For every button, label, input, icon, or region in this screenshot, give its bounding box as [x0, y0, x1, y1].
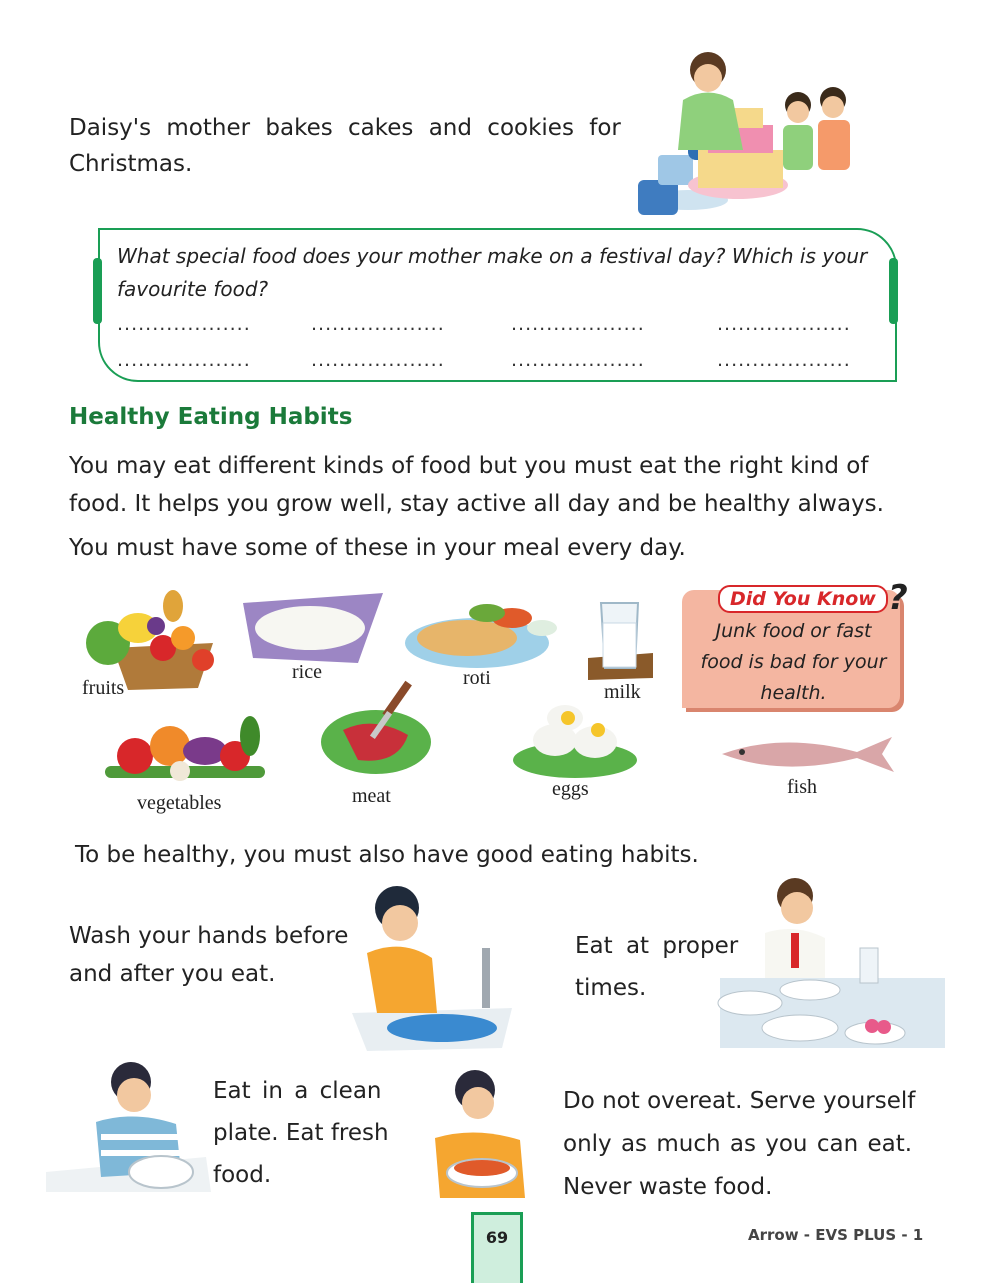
answer-dots-5[interactable]: ................... [117, 349, 251, 371]
answer-dots-7[interactable]: ................... [511, 349, 645, 371]
meat-image [318, 680, 438, 780]
meat-label: meat [352, 785, 391, 807]
roti-label: roti [463, 667, 491, 689]
boy-eating-at-table-illustration [700, 878, 945, 1056]
para2: You must have some of these in your meal every day. [69, 535, 686, 561]
intro-text [69, 110, 621, 182]
para1-line-2: food. It helps you grow well, stay active all day and be healthy always. [69, 491, 884, 517]
question-box-left-bar [93, 258, 102, 324]
fish-image [712, 732, 897, 777]
roti-image [402, 583, 562, 673]
intro-line-2: Christmas. [69, 151, 193, 177]
clean-line-2: plate. Eat fresh [213, 1120, 389, 1146]
eggs-label: eggs [552, 778, 589, 800]
vegetables-label: vegetables [137, 792, 222, 814]
vegetables-image [95, 706, 275, 796]
section-heading: Healthy Eating Habits [69, 404, 353, 430]
question-box-right-bar [889, 258, 898, 324]
answer-dots-2[interactable]: ................... [311, 313, 445, 335]
rice-label: rice [292, 661, 322, 683]
mother-baking-illustration [628, 40, 868, 220]
boy-with-clean-plate-illustration [46, 1062, 211, 1192]
answer-dots-1[interactable]: ................... [117, 313, 251, 335]
section-paragraph [69, 447, 884, 523]
question-line-1: What special food does your mother make on a festival day? Which is your [117, 244, 868, 268]
fruits-label: fruits [82, 677, 125, 699]
intro-line-1: Daisy's mother bakes cakes and cookies for [69, 115, 621, 141]
did-you-know-title: Did You Know [718, 585, 888, 613]
clean-line-3: food. [213, 1162, 272, 1188]
habits-intro: To be healthy, you must also have good eating habits. [75, 842, 699, 868]
fish-label: fish [787, 776, 817, 798]
habit-wash-text [69, 917, 348, 993]
page-number-tab [471, 1212, 523, 1283]
book-title: Arrow - EVS PLUS - 1 [748, 1226, 924, 1244]
answer-dots-8[interactable]: ................... [717, 349, 851, 371]
boy-eating-soup-illustration [410, 1068, 550, 1208]
habit-overeat-text [563, 1080, 915, 1209]
dyk-line-3: health. [760, 682, 827, 704]
habit-clean-text [213, 1070, 389, 1196]
rice-image [238, 593, 388, 668]
question-line-2: favourite food? [117, 277, 269, 301]
para1-line-1: You may eat different kinds of food but you must eat the right kind of [69, 453, 869, 479]
wash-line-2: and after you eat. [69, 961, 276, 987]
page-number: 69 [485, 1228, 509, 1247]
did-you-know-text [686, 616, 901, 709]
milk-label: milk [604, 681, 641, 703]
question-text [117, 240, 867, 306]
times-line-2: times. [575, 975, 647, 1001]
dyk-line-1: Junk food or fast [715, 620, 872, 642]
answer-dots-4[interactable]: ................... [717, 313, 851, 335]
clean-line-1: Eat in a clean [213, 1078, 382, 1104]
overeat-line-1: Do not overeat. Serve yourself [563, 1088, 916, 1114]
boy-washing-hands-illustration [322, 883, 517, 1053]
answer-dots-6[interactable]: ................... [311, 349, 445, 371]
milk-image [583, 598, 658, 683]
dyk-line-2: food is bad for your [700, 651, 887, 673]
overeat-line-3: Never waste food. [563, 1174, 773, 1200]
question-mark-icon: ? [888, 578, 908, 618]
wash-line-1: Wash your hands before [69, 923, 349, 949]
times-line-1: Eat at proper [575, 933, 739, 959]
overeat-line-2: only as much as you can eat. [563, 1131, 913, 1157]
eggs-image [510, 700, 640, 780]
answer-dots-3[interactable]: ................... [511, 313, 645, 335]
